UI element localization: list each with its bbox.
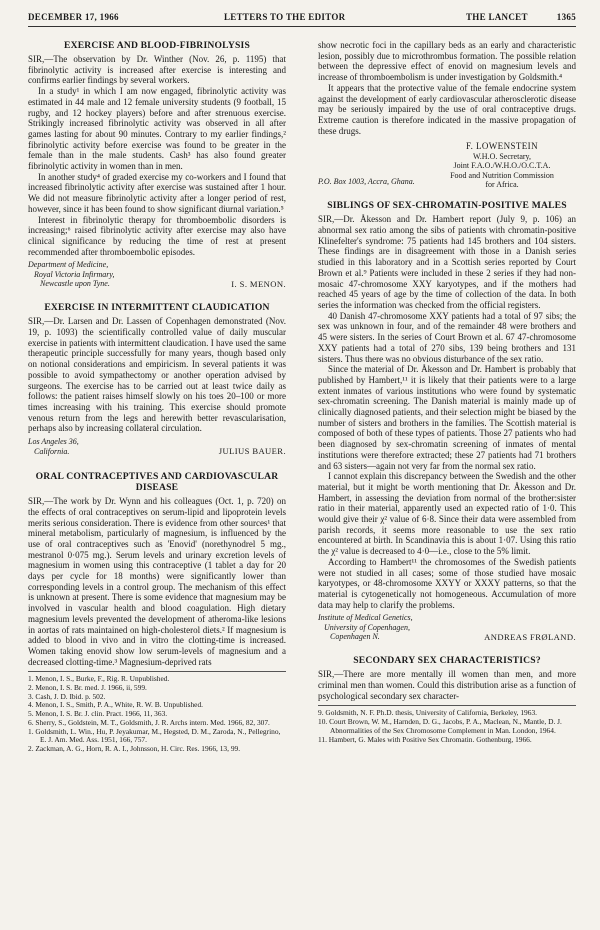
letter-signature: [318, 613, 576, 641]
header-journal-name: THE LANCET: [466, 12, 528, 22]
page-header: [28, 10, 576, 27]
header-page-number: 1365: [556, 12, 576, 22]
affiliation-line: Los Angeles 36,: [28, 437, 79, 447]
author-address: P.O. Box 1003, Accra, Ghana.: [318, 177, 415, 187]
letter-oral-contraceptives-continued: [318, 40, 576, 189]
letter-paragraph: Interest in fibrinolytic therapy for thromboembolic disorders is increasing;⁶ raised fibrinolytic activity after exercise may also have clinical significance by reducing the time of rest at present recommended after thromboembolic episodes.: [28, 214, 286, 257]
author-title: Food and Nutrition Commission: [450, 170, 554, 180]
letter-title: ORAL CONTRACEPTIVES AND CARDIOVASCULAR: [35, 471, 279, 483]
letter-title: SIBLINGS OF SEX-CHROMATIN-POSITIVE MALES: [327, 200, 567, 212]
affiliation-line: Royal Victoria Infirmary,: [34, 269, 115, 279]
author-affiliation: [28, 260, 115, 288]
affiliation-line: Newcastle upon Tyne.: [40, 279, 110, 289]
reference-item: 5. Menon, I. S. Br. J. clin. Pract. 1966, 11, 363.: [28, 709, 168, 719]
letter-paragraph: SIR,—The observation by Dr. Winther (Nov. 26, p. 1195) that fibrinolytic activity is increased after exercise is interesting and confirms earlier findings by several workers.: [28, 54, 286, 86]
reference-item: 1. Goldsmith, L. Win., Hu, P. Jeyakumar, M., Hegsted, D. M., Zaroda, N., Pellegrino, E. J. Am. Med. Ass. 1951, 166, 757.: [28, 726, 281, 745]
author-affiliation: [318, 613, 413, 641]
letter-oral-contraceptives: [28, 471, 286, 667]
header-section-title: LETTERS TO THE EDITOR: [224, 12, 346, 22]
author-name: ANDREAS FRØLAND.: [484, 632, 576, 643]
reference-item: 2. Zackman, A. G., Horn, R. A. I., Johnsson, H. Circ. Res. 1966, 13, 99.: [28, 743, 241, 753]
right-column: [318, 40, 576, 922]
affiliation-line: University of Copenhagen,: [324, 622, 410, 632]
author-title: Joint F.A.O./W.H.O./O.C.T.A.: [453, 161, 551, 171]
author-title: for Africa.: [485, 179, 519, 189]
reference-item: 10. Court Brown, W. M., Harnden, D. G., Jacobs, P. A., Maclean, N., Mantle, D. J. Abnormalities of the Sex Chromosome Complement in Man. London, 1964.: [318, 717, 562, 735]
letter-paragraph: I cannot explain this discrepancy between the Swedish and the other material, but it might be worth mentioning that Dr. Åkesson and Dr. Hambert, in assessing the deviation from normal of the brother:sister ratio in their material, apparently used an expected ratio of 1·0. This would give their χ² value of 6·8. Since their data were assembled from parish records, it seems more reasonable to use the sex ratio encountered at birth. In Scandinavia this is about 1·07. Using this ratio the χ² value is decreased to 4·0—i.e., close to the 5% limit.: [318, 471, 576, 557]
affiliation-line: Institute of Medical Genetics,: [318, 613, 413, 623]
left-column: [28, 40, 286, 922]
letter-intermittent-claudication: [28, 302, 286, 457]
letter-paragraph: In another study⁴ of graded exercise my co-workers and I found that increased fibrinolytic activity after exercise was sustained after 1 hour. We did not measure fibrinolytic activity after a longer period of rest, however, since it has been found to show significant diurnal variation.⁵: [28, 171, 286, 214]
author-name: I. S. MENON.: [231, 279, 286, 290]
letter-paragraph: SIR,—The work by Dr. Wynn and his colleagues (Oct. 1, p. 720) on the effects of oral contraceptives on serum-lipid and lipoprotein levels merits serious consideration. There is evidence from other sources¹ that mineral metabolism, particularly of magnesium, is influenced by the use of oral contraceptives such as 'Enovid' (norethynodrel 5 mg., mestranol 0·075 mg.). Serum levels and urinary excretion levels of magnesium in women using this contraceptive (1 tablet a day for 20 days per cycle for 18 months) were significantly lower than corresponding levels in a control group. The mechanism of this effect is unknown at present. There is some evidence that magnesium may be involved in vascular health and blood coagulation. High dietary magnesium levels prevented the development of atheroma-like lesions in aortas of rats maintained on high-cholesterol diets.² If magnesium is added to blood in vivo and in vitro the clotting-time is increased. Women taking enovid show low serum-levels of magnesium and a decreased clotting-time.³ Magnesium-deprived rats: [28, 496, 286, 667]
references-left: [28, 671, 286, 753]
letter-signature: [28, 260, 286, 288]
letter-title: EXERCISE AND BLOOD-FIBRINOLYSIS: [63, 40, 251, 51]
author-name: JULIUS BAUER.: [218, 446, 286, 457]
reference-item: 4. Menon, I. S., Smith, P. A., White, R. W. B. Unpublished.: [28, 700, 203, 710]
affiliation-line: California.: [34, 446, 70, 456]
letter-paragraph: 40 Danish 47-chromosome XXY patients had a total of 97 sibs; the sex was unknown in four, and of the remainder 48 were brothers and 45 were sisters. In the series of Court Brown et al. 67 47-chromosome XXY patients had a total of 270 sibs, 139 being brothers and 131 sisters. Thus there was no obvious disturbance of the sex ratio.: [318, 310, 576, 364]
letter-paragraph: SIR,—Dr. Åkesson and Dr. Hambert report (July 9, p. 106) an abnormal sex ratio among the sibs of patients with chromatin-positive Klinefelter's syndrome: 75 patients had 145 brothers and 104 sisters. These findings are in disagreement with those in a Danish series studied in this laboratory and in a Scottish series reported by Court Brown et al.⁹ Patients were included in these 2 series if they had non-mosaic 47-chromosome XXY karyotypes, and if the mothers had reached 45 years of age by the time of collection of the data. In both series the information was checked from the official registers.: [318, 214, 576, 310]
header-date: DECEMBER 17, 1966: [28, 12, 119, 22]
author-title: W.H.O. Secretary,: [472, 151, 532, 161]
affiliation-line: Copenhagen N.: [330, 632, 380, 642]
reference-item: 2. Menon, I. S. Br. med. J. 1966, ii, 599.: [28, 683, 147, 693]
references-right: [318, 705, 576, 744]
letter-title: SECONDARY SEX CHARACTERISTICS?: [353, 655, 541, 667]
author-affiliation: [28, 437, 79, 456]
letter-exercise-fibrinolysis: [28, 40, 286, 288]
letter-signature: [28, 437, 286, 457]
reference-item: 1. Menon, I. S., Burke, F., Rig. R. Unpublished.: [28, 674, 170, 684]
letter-paragraph: show necrotic foci in the capillary beds as an early and characteristic lesion, possibly due to microthrombus formation. The possible relation between the depressive effect of enovid on magnesium levels and increase of thromboembolism is under investigation by Goldsmith.⁴: [318, 40, 576, 83]
letter-paragraph: SIR,—There are more mentally ill women than men, and more criminal men than women. Could this distribution arise as a function of psychological secondary sex character-: [318, 669, 576, 701]
letter-title-line2: DISEASE: [135, 482, 179, 494]
letter-paragraph: It appears that the protective value of the female endocrine system against the development of early cardiovascular atherosclerotic disease may be seriously impaired by the use of oral contraceptive drugs. Extreme caution is therefore indicated in the massive propagation of these drugs.: [318, 82, 576, 136]
affiliation-line: Department of Medicine,: [28, 260, 109, 270]
letter-sex-chromatin-siblings: [318, 200, 576, 641]
author-name: F. LOWENSTEIN: [466, 141, 538, 152]
reference-item: 3. Cash, J. D. Ibid. p. 502.: [28, 691, 106, 701]
letter-paragraph: Since the material of Dr. Åkesson and Dr. Hambert is probably that published by Hambert,¹¹ it is likely that their patients were to a large extent inmates of various institutions who were found by systematic sex-chromatin screening. The Danish material is mainly made up of clinically diagnosed patients, and their selection might be biased by the number of sisters and brothers in the families. The Scottish material is composed of both of these types of patients. Those 27 patients who had been diagnosed by sex-chromatin screening of inmates of mental institutions were therefore extracted; these 27 patients had 71 brothers and 63 sisters—again not very far from the normal sex ratio.: [318, 364, 576, 471]
letter-paragraph: SIR,—Dr. Larsen and Dr. Lassen of Copenhagen demonstrated (Nov. 19, p. 1093) the scientifically controlled value of daily muscular exercise in patients with intermittent claudication. I have used the same therapeutic principle successfully for many years, though based only on notional considerations and empiricism. In several patients it was possible to avoid sympathectomy or another operation advised by surgeons. The exercise has to be carried out at least twice daily as follows: the patient raises himself slowly on his toes 20–100 or more times increasing with his training. This exercise should promote venous return from the legs and herewith better revascularisation, perhaps also by increasing collateral circulation.: [28, 316, 286, 434]
letter-secondary-sex-characteristics: [318, 655, 576, 701]
reference-item: 9. Goldsmith, N. F. Ph.D. thesis, University of California, Berkeley, 1963.: [318, 708, 537, 718]
letter-title: EXERCISE IN INTERMITTENT CLAUDICATION: [44, 302, 270, 314]
letter-paragraph: According to Hambert¹¹ the chromosomes of the Swedish patients were not studied in all cases; some of those studied have mosaic karyotypes, or 48-chromosome XXYY or XXXY patterns, so that the material is cytogenetically not homogeneous. Accumulation of more data may help to clarify the problems.: [318, 556, 576, 610]
letter-paragraph: In a study¹ in which I am now engaged, fibrinolytic activity was estimated in 44 male and 12 female university students (9 football, 15 rugby, and 12 hockey players) before and after strenuous exercise. Strikingly increased fibrinolytic activity was observed in all after games lasting for about 90 minutes. Contrary to my earlier findings,² fibrinolytic activity before exercise was found to be greater in the female than in the male students. Cash³ has also found greater fibrinolytic activity in women than in men.: [28, 86, 286, 172]
reference-item: 11. Hambert, G. Males with Positive Sex Chromatin. Gothenburg, 1966.: [318, 734, 532, 744]
reference-item: 6. Sherry, S., Goldstein, M. T., Goldsmith, J. R. Archs intern. Med. 1966, 82, 307.: [28, 717, 270, 727]
